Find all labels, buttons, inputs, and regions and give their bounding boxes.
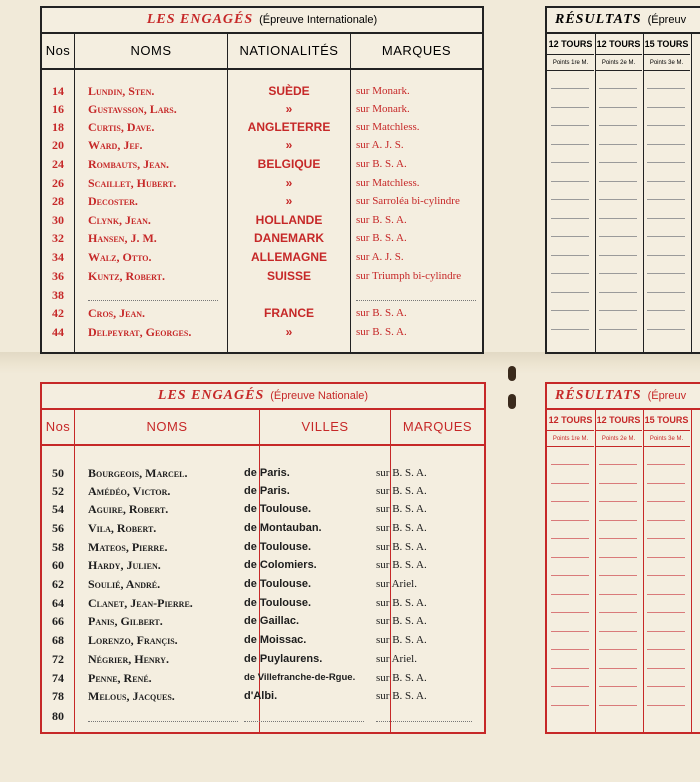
- column-divider: [691, 34, 692, 352]
- result-line: [599, 144, 637, 145]
- city: de Villefranche-de-Rgue.: [244, 672, 356, 683]
- result-line: [551, 464, 589, 465]
- result-line: [647, 594, 685, 595]
- result-line: [599, 575, 637, 576]
- brand: sur Monark.: [356, 103, 410, 115]
- result-line: [551, 668, 589, 669]
- entrant-name: Lundin, Sten.: [88, 84, 155, 98]
- brand: sur B. S. A.: [376, 559, 427, 571]
- nationality: »: [285, 325, 293, 339]
- result-line: [647, 520, 685, 521]
- city: de Toulouse.: [244, 578, 312, 590]
- entrant-name: Amédéo, Victor.: [88, 484, 171, 498]
- row-number: 60: [52, 558, 64, 572]
- brand: sur B. S. A.: [376, 634, 427, 646]
- result-line: [647, 292, 685, 293]
- result-line: [647, 557, 685, 558]
- results-column-header: 15 TOURS: [643, 410, 690, 431]
- brand: sur B. S. A.: [376, 503, 427, 515]
- nationality: »: [285, 102, 293, 116]
- column-divider: [74, 410, 75, 732]
- blank-line: [88, 721, 238, 722]
- header-names: NOMS: [75, 34, 227, 70]
- result-line: [551, 520, 589, 521]
- row-number: 54: [52, 502, 64, 516]
- page-fold: [0, 352, 700, 374]
- nationality: »: [285, 138, 293, 152]
- result-line: [647, 631, 685, 632]
- result-line: [647, 218, 685, 219]
- row-number: 44: [52, 325, 64, 339]
- row-number: 50: [52, 466, 64, 480]
- result-line: [647, 88, 685, 89]
- entrant-name: Clynk, Jean.: [88, 213, 151, 227]
- results-column-header: 12 TOURS: [547, 34, 594, 55]
- result-line: [647, 668, 685, 669]
- entrant-name: Kuntz, Robert.: [88, 269, 165, 283]
- row-number: 20: [52, 138, 64, 152]
- results-column-subheader: Points 2e M.: [595, 432, 642, 447]
- result-line: [551, 199, 589, 200]
- blank-line: [376, 721, 472, 722]
- result-line: [551, 329, 589, 330]
- result-line: [599, 594, 637, 595]
- result-line: [599, 649, 637, 650]
- nationality: SUÈDE: [268, 84, 310, 98]
- row-number: 56: [52, 521, 64, 535]
- header-nationalities: NATIONALITÉS: [228, 34, 350, 70]
- results-table-national: [545, 382, 700, 734]
- entrant-name: Gustavsson, Lars.: [88, 102, 177, 116]
- row-number: 30: [52, 213, 64, 227]
- row-number: 62: [52, 577, 64, 591]
- result-line: [647, 273, 685, 274]
- results-title-main: RÉSULTATS: [555, 388, 642, 403]
- entrant-name: Decoster.: [88, 194, 138, 208]
- result-line: [647, 686, 685, 687]
- column-divider: [595, 410, 596, 732]
- result-line: [551, 88, 589, 89]
- row-number: 64: [52, 596, 64, 610]
- result-line: [551, 538, 589, 539]
- brand: sur B. S. A.: [376, 690, 427, 702]
- header-names: NOMS: [75, 410, 259, 446]
- city: de Montauban.: [244, 522, 322, 534]
- results-title-subtitle: (Épreuv: [647, 390, 687, 402]
- row-number: 66: [52, 614, 64, 628]
- city: de Gaillac.: [244, 615, 300, 627]
- results-column-subheader: Points 3e M.: [643, 56, 690, 71]
- result-line: [599, 236, 637, 237]
- entrant-name: Vila, Robert.: [88, 521, 157, 535]
- entrant-name: Négrier, Henry.: [88, 652, 169, 666]
- city: d'Albi.: [244, 690, 278, 702]
- result-line: [599, 292, 637, 293]
- results-title-main: RÉSULTATS: [555, 12, 642, 27]
- result-line: [551, 125, 589, 126]
- brand: sur B. S. A.: [376, 615, 427, 627]
- brand: sur B. S. A.: [356, 214, 407, 226]
- results-column-header: 12 TOURS: [595, 410, 642, 431]
- result-line: [647, 649, 685, 650]
- result-line: [647, 162, 685, 163]
- brand: sur B. S. A.: [376, 597, 427, 609]
- result-line: [647, 125, 685, 126]
- result-line: [551, 273, 589, 274]
- blank-line: [88, 300, 218, 301]
- column-divider: [74, 34, 75, 352]
- row-number: 18: [52, 120, 64, 134]
- blank-line: [244, 721, 364, 722]
- city: de Paris.: [244, 485, 290, 497]
- nationality: »: [285, 176, 293, 190]
- result-line: [551, 144, 589, 145]
- entrant-name: Cros, Jean.: [88, 306, 146, 320]
- brand: sur Monark.: [356, 85, 410, 97]
- nationality: HOLLANDE: [255, 213, 323, 227]
- row-number: 78: [52, 689, 64, 703]
- row-number: 74: [52, 671, 64, 685]
- row-number: 28: [52, 194, 64, 208]
- result-line: [599, 88, 637, 89]
- result-line: [551, 501, 589, 502]
- nationality: DANEMARK: [254, 231, 324, 245]
- result-line: [551, 686, 589, 687]
- results-title-subtitle: (Épreuv: [647, 14, 687, 26]
- result-line: [551, 181, 589, 182]
- brand: sur B. S. A.: [356, 326, 407, 338]
- entrant-name: Lorenzo, Françis.: [88, 633, 178, 647]
- brand: sur B. S. A.: [376, 672, 427, 684]
- result-line: [599, 329, 637, 330]
- result-line: [599, 501, 637, 502]
- header-num: Nos: [42, 410, 74, 446]
- brand: sur Sarroléa bi-cylindre: [356, 195, 460, 207]
- result-line: [647, 107, 685, 108]
- entrant-name: Scaillet, Hubert.: [88, 176, 177, 190]
- results-column-header: 15 TOURS: [643, 34, 690, 55]
- result-line: [599, 668, 637, 669]
- results-column-subheader: Points 1re M.: [547, 56, 594, 71]
- result-line: [551, 612, 589, 613]
- nationality: SUISSE: [266, 269, 311, 283]
- result-line: [551, 236, 589, 237]
- brand: sur B. S. A.: [356, 158, 407, 170]
- entrant-name: Clanet, Jean-Pierre.: [88, 596, 193, 610]
- entrant-name: Curtis, Dave.: [88, 120, 155, 134]
- row-number: 36: [52, 269, 64, 283]
- result-line: [647, 464, 685, 465]
- row-number: 58: [52, 540, 64, 554]
- result-line: [647, 329, 685, 330]
- header-cities: VILLES: [260, 410, 390, 446]
- header-num: Nos: [42, 34, 74, 70]
- results-column-subheader: Points 1re M.: [547, 432, 594, 447]
- result-line: [599, 520, 637, 521]
- result-line: [551, 310, 589, 311]
- title-main: LES ENGAGÉS: [157, 388, 265, 403]
- row-number: 68: [52, 633, 64, 647]
- result-line: [647, 181, 685, 182]
- row-number: 32: [52, 231, 64, 245]
- result-line: [551, 162, 589, 163]
- row-number: 14: [52, 84, 64, 98]
- entrant-name: Penne, René.: [88, 671, 152, 685]
- result-line: [551, 649, 589, 650]
- national-entries-table: [40, 382, 486, 734]
- entrant-name: Hardy, Julien.: [88, 558, 161, 572]
- city: de Toulouse.: [244, 597, 312, 609]
- entrant-name: Bourgeois, Marcel.: [88, 466, 188, 480]
- result-line: [599, 705, 637, 706]
- result-line: [647, 144, 685, 145]
- result-line: [647, 501, 685, 502]
- results-column-header: 12 TOURS: [547, 410, 594, 431]
- result-line: [599, 310, 637, 311]
- nationality: »: [285, 194, 293, 208]
- result-line: [647, 538, 685, 539]
- title-subtitle: (Épreuve Internationale): [259, 14, 378, 26]
- city: de Toulouse.: [244, 541, 312, 553]
- row-number: 38: [52, 288, 64, 302]
- result-line: [551, 575, 589, 576]
- result-line: [599, 686, 637, 687]
- result-line: [599, 483, 637, 484]
- row-number: 34: [52, 250, 64, 264]
- brand: sur B. S. A.: [356, 307, 407, 319]
- nationality: FRANCE: [264, 306, 314, 320]
- row-number: 52: [52, 484, 64, 498]
- table-title: [42, 384, 484, 410]
- result-line: [647, 575, 685, 576]
- binding-hole: [508, 394, 516, 409]
- column-divider: [643, 410, 644, 732]
- entrant-name: Melous, Jacques.: [88, 689, 175, 703]
- nationality: ALLEMAGNE: [251, 250, 327, 264]
- result-line: [551, 483, 589, 484]
- blank-line: [356, 300, 476, 301]
- column-divider: [691, 410, 692, 732]
- brand: sur A. J. S.: [356, 251, 404, 263]
- result-line: [599, 162, 637, 163]
- result-line: [599, 255, 637, 256]
- result-line: [647, 255, 685, 256]
- result-line: [551, 218, 589, 219]
- brand: sur B. S. A.: [376, 467, 427, 479]
- brand: sur A. J. S.: [356, 139, 404, 151]
- results-column-subheader: Points 3e M.: [643, 432, 690, 447]
- entrant-name: Walz, Otto.: [88, 250, 152, 264]
- city: de Puylaurens.: [244, 653, 323, 665]
- result-line: [551, 594, 589, 595]
- result-line: [599, 273, 637, 274]
- binding-hole: [508, 366, 516, 381]
- entrant-name: Aguire, Robert.: [88, 502, 169, 516]
- brand: sur Matchless.: [356, 177, 420, 189]
- result-line: [551, 107, 589, 108]
- brand: sur Triumph bi-cylindre: [356, 270, 462, 282]
- entrant-name: Soulié, André.: [88, 577, 161, 591]
- result-line: [647, 236, 685, 237]
- entrant-name: Rombauts, Jean.: [88, 157, 170, 171]
- title-main: LES ENGAGÉS: [146, 12, 254, 27]
- result-line: [599, 538, 637, 539]
- result-line: [551, 292, 589, 293]
- title-subtitle: (Épreuve Nationale): [270, 390, 369, 402]
- result-line: [599, 125, 637, 126]
- city: de Paris.: [244, 467, 290, 479]
- entrant-name: Delpeyrat, Georges.: [88, 325, 192, 339]
- row-number: 26: [52, 176, 64, 190]
- result-line: [647, 705, 685, 706]
- result-line: [551, 631, 589, 632]
- results-title: [547, 384, 700, 410]
- entrant-name: Mateos, Pierre.: [88, 540, 168, 554]
- result-line: [551, 557, 589, 558]
- entrant-name: Panis, Gilbert.: [88, 614, 163, 628]
- header-brands: MARQUES: [391, 410, 484, 446]
- result-line: [551, 255, 589, 256]
- results-title: [547, 8, 700, 34]
- city: de Moissac.: [244, 634, 307, 646]
- result-line: [647, 310, 685, 311]
- row-number: 24: [52, 157, 64, 171]
- result-line: [647, 612, 685, 613]
- brand: sur Ariel.: [376, 653, 417, 665]
- international-entries-table: [40, 6, 484, 354]
- result-line: [551, 705, 589, 706]
- results-table-international: [545, 6, 700, 354]
- entrant-name: Hansen, J. M.: [88, 231, 157, 245]
- result-line: [599, 107, 637, 108]
- result-line: [599, 557, 637, 558]
- result-line: [599, 199, 637, 200]
- entrant-name: Ward, Jef.: [88, 138, 143, 152]
- result-line: [599, 612, 637, 613]
- brand: sur B. S. A.: [376, 485, 427, 497]
- column-divider: [643, 34, 644, 352]
- city: de Colomiers.: [244, 559, 317, 571]
- nationality: BELGIQUE: [257, 157, 321, 171]
- column-divider: [595, 34, 596, 352]
- brand: sur B. S. A.: [376, 541, 427, 553]
- result-line: [599, 181, 637, 182]
- result-line: [599, 631, 637, 632]
- city: de Toulouse.: [244, 503, 312, 515]
- row-number: 80: [52, 709, 64, 723]
- result-line: [647, 199, 685, 200]
- table-title: [42, 8, 482, 34]
- brand: sur B. S. A.: [356, 232, 407, 244]
- result-line: [599, 218, 637, 219]
- nationality: ANGLETERRE: [247, 120, 331, 134]
- row-number: 16: [52, 102, 64, 116]
- result-line: [647, 483, 685, 484]
- result-line: [599, 464, 637, 465]
- results-column-subheader: Points 2e M.: [595, 56, 642, 71]
- brand: sur B. S. A.: [376, 522, 427, 534]
- row-number: 42: [52, 306, 64, 320]
- column-divider: [350, 34, 351, 352]
- brand: sur Ariel.: [376, 578, 417, 590]
- header-brands: MARQUES: [351, 34, 482, 70]
- results-column-header: 12 TOURS: [595, 34, 642, 55]
- row-number: 72: [52, 652, 64, 666]
- brand: sur Matchless.: [356, 121, 420, 133]
